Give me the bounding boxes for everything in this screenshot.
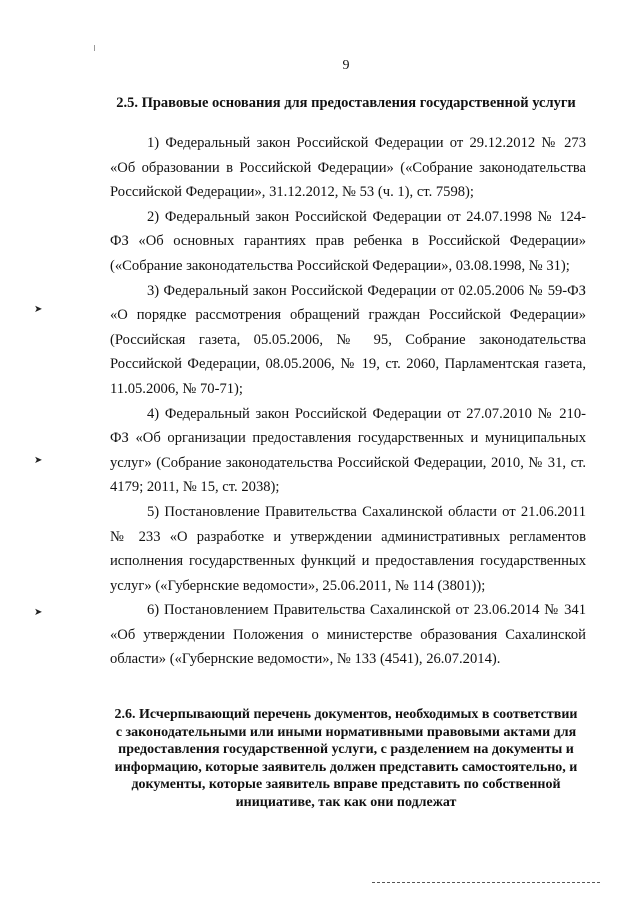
section-heading-2-6: 2.6. Исчерпывающий перечень документов, необходимых в соответствии с законодательными или иными нормативными правовыми актами для предоставления государственной услуги, с разделением на документы и информацию, которые заявитель должен представить самостоятельно, и документы, которые заявитель вправе представить по собственной инициативе, так как они подлежат xyxy=(114,707,578,810)
margin-arrow-icon: ➤ xyxy=(34,304,43,315)
scan-artifact-line xyxy=(372,882,600,883)
margin-arrow-icon: ➤ xyxy=(34,455,43,466)
scan-artifact-tick xyxy=(94,45,95,51)
legal-basis-item-2: 2) Федеральный закон Российской Федерации от 24.07.1998 № 124-ФЗ «Об основных гарантиях прав ребенка в Российской Федерации» («Собрание законодательства Российской Федерации», 03.08.1998, № 31); xyxy=(110,208,586,274)
legal-basis-item-5: 5) Постановление Правительства Сахалинской области от 21.06.2011 № 233 «О разработке и утверждении административных регламентов исполнения государственных функций и предоставления государственных услуг» («Губернские ведомости», 25.06.2011, № 114 (3801)); xyxy=(110,503,586,594)
legal-basis-item-6: 6) Постановлением Правительства Сахалинской от 23.06.2014 № 341 «Об утверждении Положения о министерстве образования Сахалинской области» («Губернские ведомости», № 133 (4541), 26.07.2014). xyxy=(110,602,586,668)
section-body-2-5 xyxy=(110,131,586,672)
section-heading-2-5: 2.5. Правовые основания для предоставления государственной услуги xyxy=(116,95,576,111)
margin-arrow-icon: ➤ xyxy=(34,607,43,618)
page-number: 9 xyxy=(342,58,350,73)
legal-basis-item-1: 1) Федеральный закон Российской Федерации от 29.12.2012 № 273 «Об образовании в Российской Федерации» («Собрание законодательства Российской Федерации», 31.12.2012, № 53 (ч. 1), ст. 7598); xyxy=(110,135,586,201)
legal-basis-item-4: 4) Федеральный закон Российской Федерации от 27.07.2010 № 210-ФЗ «Об организации предоставления государственных и муниципальных услуг» (Собрание законодательства Российской Федерации, 2010, № 31, ст. 4179; 2011, № 15, ст. 2038); xyxy=(110,405,586,496)
legal-basis-item-3: 3) Федеральный закон Российской Федерации от 02.05.2006 № 59-ФЗ «О порядке рассмотрения обращений граждан Российской Федерации» (Российская газета, 05.05.2006, № 95, Собрание законодательства Российской Федерации, 08.05.2006, № 19, ст. 2060, Парламентская газета, 11.05.2006, № 70-71); xyxy=(110,282,586,397)
